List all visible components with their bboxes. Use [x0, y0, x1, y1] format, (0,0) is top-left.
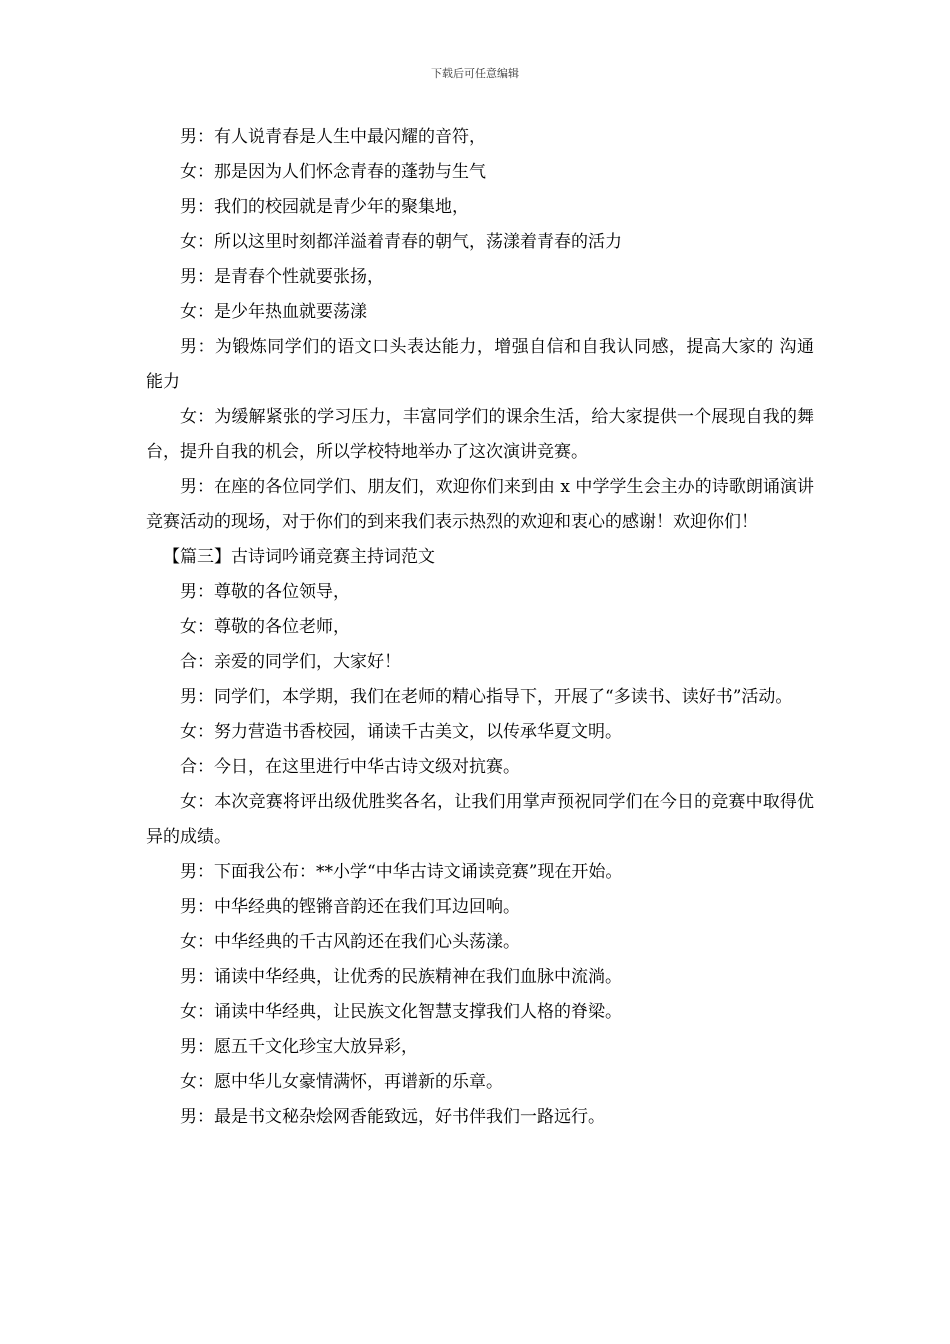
paragraph: 男：尊敬的各位领导，: [180, 582, 350, 602]
paragraph: 女：中华经典的千古风韵还在我们心头荡漾。: [180, 932, 520, 952]
paragraph: 女：本次竞赛将评出级优胜奖各名，让我们用掌声预祝同学们在今日的竞赛中取得优异的成绩。: [146, 792, 814, 847]
page-header: 下载后可任意编辑: [431, 67, 519, 80]
paragraph: 男：诵读中华经典，让优秀的民族精神在我们血脉中流淌。: [180, 967, 622, 987]
paragraph: 女：是少年热血就要荡漾: [180, 302, 367, 322]
paragraph: 男：愿五千文化珍宝大放异彩，: [180, 1037, 418, 1057]
paragraph: 女：所以这里时刻都洋溢着青春的朝气，荡漾着青春的活力: [180, 232, 622, 252]
document-body: [146, 120, 814, 1135]
paragraph: 男：最是书文秘杂烩网香能致远，好书伴我们一路远行。: [180, 1107, 605, 1127]
paragraph: 合：今日，在这里进行中华古诗文级对抗赛。: [180, 757, 520, 777]
paragraph: 女：尊敬的各位老师，: [180, 617, 350, 637]
paragraph: 男：在座的各位同学们、朋友们，欢迎你们来到由 x 中学学生会主办的诗歌朗诵演讲竞赛活动的现场，对于你们的到来我们表示热烈的欢迎和衷心的感谢！欢迎你们！: [146, 477, 814, 532]
paragraph: 女：愿中华儿女豪情满怀，再谱新的乐章。: [180, 1072, 503, 1092]
paragraph: 男：同学们，本学期，我们在老师的精心指导下，开展了“多读书、读好书”活动。: [180, 687, 793, 707]
section-heading: 【篇三】古诗词吟诵竞赛主持词范文: [163, 547, 435, 567]
paragraph: 男：下面我公布：**小学“中华古诗文诵读竞赛”现在开始。: [180, 862, 623, 882]
paragraph: 合：亲爱的同学们，大家好！: [180, 652, 401, 672]
paragraph: 女：努力营造书香校园，诵读千古美文，以传承华夏文明。: [180, 722, 622, 742]
paragraph: 女：诵读中华经典，让民族文化智慧支撑我们人格的脊梁。: [180, 1002, 622, 1022]
paragraph: 男：为锻炼同学们的语文口头表达能力，增强自信和自我认同感，提高大家的 沟通能力: [146, 337, 814, 392]
paragraph: 男：中华经典的铿锵音韵还在我们耳边回响。: [180, 897, 520, 917]
paragraph: 男：是青春个性就要张扬，: [180, 267, 384, 287]
paragraph: 女：那是因为人们怀念青春的蓬勃与生气: [180, 162, 486, 182]
paragraph: 男：有人说青春是人生中最闪耀的音符，: [180, 127, 486, 147]
paragraph: 女：为缓解紧张的学习压力，丰富同学们的课余生活，给大家提供一个展现自我的舞台，提升自我的机会，所以学校特地举办了这次演讲竞赛。: [146, 407, 814, 462]
paragraph: 男：我们的校园就是青少年的聚集地，: [180, 197, 469, 217]
